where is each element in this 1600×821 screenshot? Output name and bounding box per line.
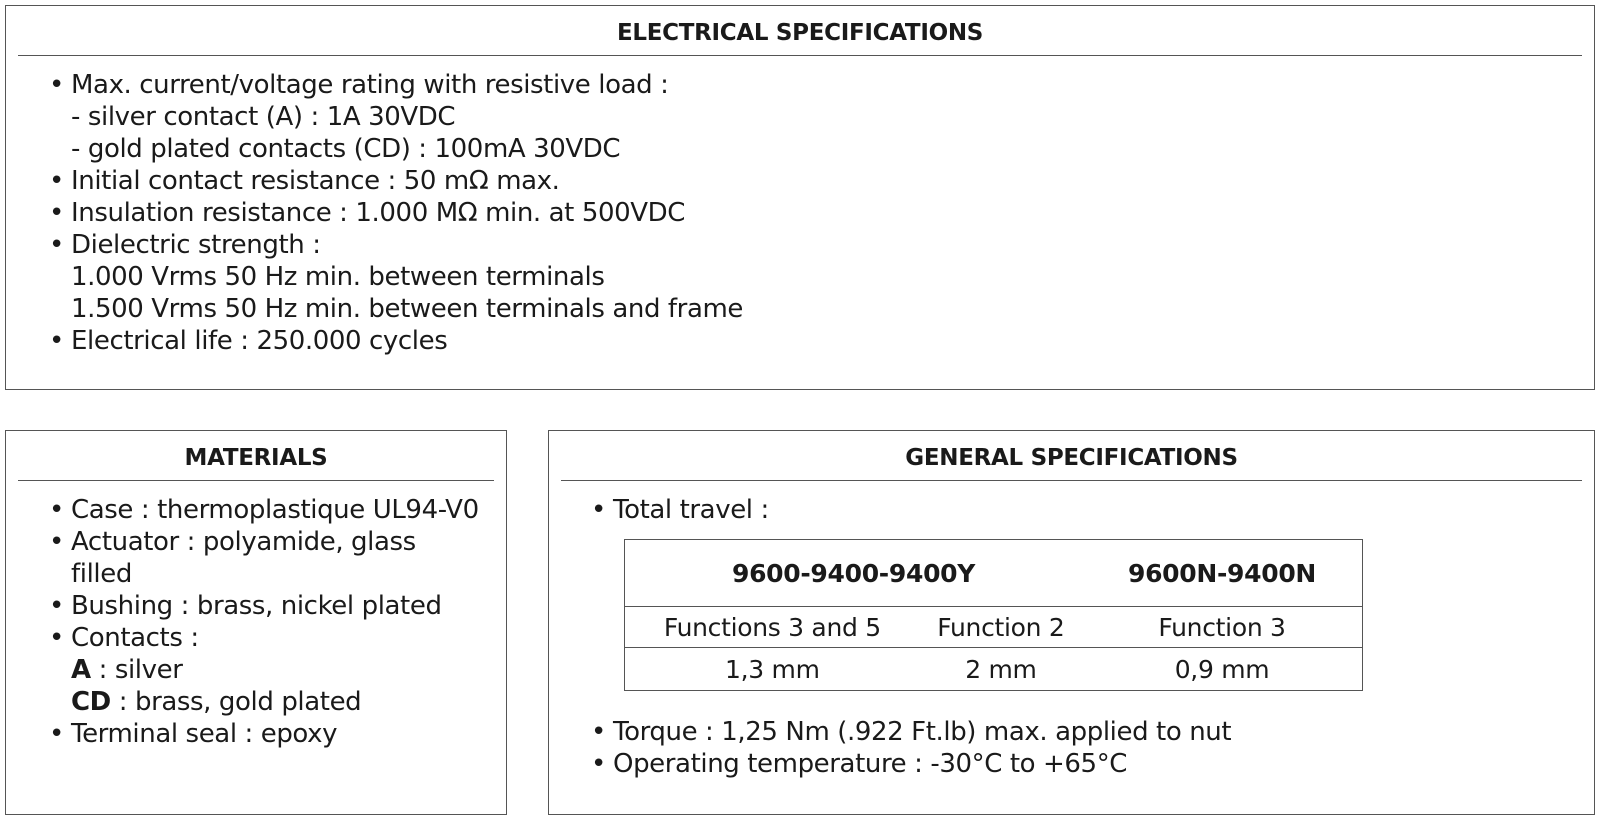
bullet-icon: •: [591, 749, 606, 779]
table-cell: Function 3: [1082, 607, 1362, 648]
contact-a-key: A: [71, 655, 91, 685]
list-item: [591, 716, 1231, 748]
table-cell: Function 2: [920, 607, 1082, 648]
bullet-icon: •: [49, 719, 64, 749]
general-specifications-panel: [548, 430, 1595, 815]
total-travel-table: [624, 539, 1363, 691]
spec-subline: - gold plated contacts (CD) : 100mA 30VDC: [71, 134, 621, 164]
table-group-header: 9600N-9400N: [1127, 558, 1317, 588]
list-item: [49, 494, 479, 526]
spec-text: Insulation resistance : 1.000 MΩ min. at 500VDC: [71, 198, 686, 228]
material-contacts: Contacts :: [71, 623, 199, 653]
list-item: [49, 69, 743, 165]
spec-text: Max. current/voltage rating with resistive load :: [71, 70, 669, 100]
electrical-specifications-title: ELECTRICAL SPECIFICATIONS: [18, 6, 1582, 56]
contact-cd-value: : brass, gold plated: [110, 687, 362, 717]
contact-cd-line: [71, 686, 479, 718]
list-item: [49, 197, 743, 229]
spec-text: Initial contact resistance : 50 mΩ max.: [71, 166, 560, 196]
material-bushing: Bushing : brass, nickel plated: [71, 591, 442, 621]
bullet-icon: •: [591, 717, 606, 747]
list-item: [591, 748, 1231, 780]
table-cell: 0,9 mm: [1082, 648, 1362, 691]
general-specifications-list: [591, 494, 769, 526]
spec-subline: - silver contact (A) : 1A 30VDC: [71, 102, 456, 132]
contact-a-line: [71, 654, 479, 686]
material-actuator: Actuator : polyamide, glass: [71, 527, 416, 557]
list-item: [49, 622, 479, 718]
table-row: [625, 607, 1363, 648]
material-case: Case : thermoplastique UL94-V0: [71, 495, 479, 525]
table-header-row: [625, 540, 1363, 607]
bullet-icon: •: [49, 326, 64, 356]
contact-a-value: : silver: [90, 655, 183, 685]
bullet-icon: •: [49, 591, 64, 621]
general-specifications-title: GENERAL SPECIFICATIONS: [561, 431, 1582, 481]
operating-temperature-spec: Operating temperature : -30°C to +65°C: [613, 749, 1128, 779]
torque-spec: Torque : 1,25 Nm (.922 Ft.lb) max. applied to nut: [613, 717, 1232, 747]
bullet-icon: •: [49, 527, 64, 557]
bullet-icon: •: [49, 166, 64, 196]
materials-panel: [5, 430, 507, 815]
contact-cd-key: CD: [71, 687, 111, 717]
list-item: [49, 718, 479, 750]
electrical-specifications-list: [49, 69, 743, 357]
electrical-specifications-panel: [5, 5, 1595, 390]
list-item: [591, 494, 769, 526]
materials-title: MATERIALS: [18, 431, 494, 481]
total-travel-label: Total travel :: [613, 495, 769, 525]
general-specifications-list-continued: [591, 716, 1231, 780]
list-item: [49, 229, 743, 325]
spec-subline: 1.500 Vrms 50 Hz min. between terminals and frame: [71, 294, 744, 324]
spec-subline: 1.000 Vrms 50 Hz min. between terminals: [71, 262, 605, 292]
bullet-icon: •: [49, 230, 64, 260]
list-item: [49, 325, 743, 357]
bullet-icon: •: [49, 198, 64, 228]
spec-text: Dielectric strength :: [71, 230, 321, 260]
list-item: [49, 165, 743, 197]
table-cell: 1,3 mm: [625, 648, 920, 691]
bullet-icon: •: [591, 495, 606, 525]
material-terminal-seal: Terminal seal : epoxy: [71, 719, 338, 749]
list-item: [49, 526, 479, 590]
materials-list: [49, 494, 479, 750]
bullet-icon: •: [49, 623, 64, 653]
table-cell: 2 mm: [920, 648, 1082, 691]
table-cell: Functions 3 and 5: [625, 607, 920, 648]
bullet-icon: •: [49, 495, 64, 525]
table-group-header: 9600-9400-9400Y: [731, 558, 976, 588]
list-item: [49, 590, 479, 622]
material-actuator-cont: filled: [71, 559, 132, 589]
spec-text: Electrical life : 250.000 cycles: [71, 326, 448, 356]
bullet-icon: •: [49, 70, 64, 100]
table-row: [625, 648, 1363, 691]
